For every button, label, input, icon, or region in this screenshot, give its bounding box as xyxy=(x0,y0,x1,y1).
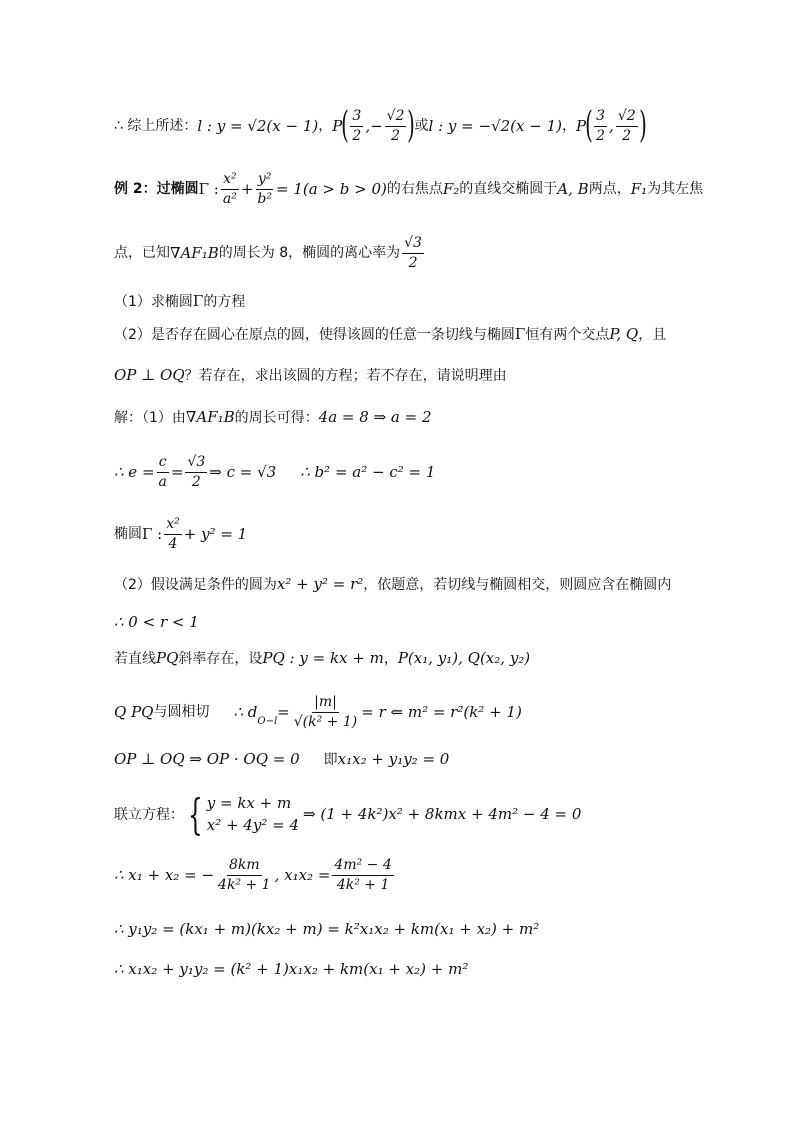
text-segment: 为其左焦 xyxy=(647,181,704,198)
text-segment: 若直线 xyxy=(114,650,156,667)
fraction xyxy=(402,236,424,270)
solution-2-intro xyxy=(114,577,671,592)
perpendicular-condition: OP ⊥ OQ xyxy=(114,366,185,384)
point-label: P xyxy=(332,116,343,135)
right-paren: ) xyxy=(638,105,647,146)
gamma-symbol: Γ xyxy=(192,292,204,310)
numerator: √2 xyxy=(616,109,638,127)
separator: ， xyxy=(318,118,333,134)
gamma-symbol: Γ : xyxy=(142,524,163,543)
text-segment: 与圆相切 xyxy=(153,704,210,721)
fraction xyxy=(157,455,169,489)
math-segment: = xyxy=(277,702,290,721)
math-segment: ∴ x₁x₂ + y₁y₂ = (k² + 1)x₁x₂ + km(x₁ + x₂) + m² xyxy=(114,960,469,978)
ellipse-condition: = 1(a > b > 0) xyxy=(275,179,387,198)
math-segment: ⇒ (1 + 4k²)x² + 8kmx + 4m² − 4 = 0 xyxy=(303,805,582,824)
numerator: x² xyxy=(221,172,239,190)
math-segment: PQ xyxy=(156,649,179,667)
denominator: b² xyxy=(257,190,272,207)
system-equation-2: x² + 4y² = 4 xyxy=(206,815,299,834)
gamma-symbol: Γ xyxy=(514,325,526,343)
numerator: √3 xyxy=(185,455,207,473)
or-text: 或 xyxy=(414,118,429,134)
text-segment: ，且 xyxy=(638,326,667,343)
math-segment: OP ⊥ OQ ⇒ OP · OQ = 0 xyxy=(114,750,300,768)
triangle-label: ∇AF₁B xyxy=(170,243,219,262)
example-label: 例 2：过椭圆 xyxy=(114,181,199,198)
denominator: 2 xyxy=(596,127,606,144)
math-segment: ∴ x₁ + x₂ = − xyxy=(114,865,215,884)
points-ab: A, B xyxy=(557,179,589,198)
separator: ， xyxy=(561,118,576,134)
line-assumption xyxy=(114,651,530,666)
question-2 xyxy=(114,327,666,342)
left-paren: ( xyxy=(341,105,350,146)
question-2-cont xyxy=(114,368,507,383)
denominator: √(k² + 1) xyxy=(293,713,358,730)
text-segment: 联立方程： xyxy=(114,806,184,823)
ellipse-equation-line xyxy=(114,517,247,551)
fraction xyxy=(616,109,638,143)
math-segment: ∴ e = xyxy=(114,462,155,481)
text-segment: 解：（1）由 xyxy=(114,409,186,426)
subscript: O−l xyxy=(257,716,278,728)
numerator: |m| xyxy=(312,695,339,713)
fraction xyxy=(185,455,207,489)
text-segment: 的直线交椭圆于 xyxy=(459,181,558,198)
left-paren: ( xyxy=(585,105,593,146)
denominator: 4k² + 1 xyxy=(336,876,390,893)
text-segment: 的右焦点 xyxy=(386,181,443,198)
tangent-condition xyxy=(114,695,522,729)
math-segment: x₁x₂ + y₁y₂ = 0 xyxy=(337,750,450,768)
numerator: y² xyxy=(256,172,274,190)
text-segment: 点，已知 xyxy=(114,245,170,262)
denominator: 2 xyxy=(408,254,418,271)
radius-range xyxy=(114,615,199,630)
numerator: √2 xyxy=(385,109,407,127)
denominator: 4k² + 1 xyxy=(218,876,271,893)
numerator: √3 xyxy=(402,236,424,254)
text-segment: 恒有两个交点 xyxy=(525,326,610,343)
denominator: a xyxy=(158,473,167,490)
math-segment: Q PQ xyxy=(114,702,154,721)
denominator: 2 xyxy=(352,127,362,144)
fraction xyxy=(292,695,359,729)
numerator: 8km xyxy=(227,858,262,876)
coord-separator: , xyxy=(609,116,614,135)
numerator: 3 xyxy=(594,109,607,127)
numerator: c xyxy=(157,455,169,473)
fraction xyxy=(350,109,363,143)
math-segment: ∴ d xyxy=(233,702,258,721)
point-label: P xyxy=(575,116,587,135)
math-segment: = xyxy=(170,462,184,481)
example-2-line xyxy=(114,172,703,206)
denominator: 4 xyxy=(168,535,178,552)
text-segment: ，依题意，若切线与椭圆相交，则圆应含在椭圆内 xyxy=(363,576,672,593)
text-segment: ， xyxy=(383,650,398,667)
eccentricity-line xyxy=(114,455,435,489)
fraction xyxy=(221,172,239,206)
right-paren: ) xyxy=(407,105,416,146)
denominator: 2 xyxy=(191,473,201,490)
fraction xyxy=(216,858,273,892)
numerator: 3 xyxy=(350,109,363,127)
math-segment: ∴ y₁y₂ = (kx₁ + m)(kx₂ + m) = k²x₁x₂ + km(x₁ + x₂) + m² xyxy=(114,920,540,938)
fraction xyxy=(332,858,393,892)
question-1 xyxy=(114,294,245,309)
denominator: 2 xyxy=(391,127,401,144)
fraction xyxy=(164,517,182,551)
text-segment: 即 xyxy=(323,751,338,768)
text-segment: （2）假设满足条件的圆为 xyxy=(114,576,277,593)
text-segment: 椭圆 xyxy=(114,526,142,543)
y-product-line xyxy=(114,922,539,937)
plus-sign: + xyxy=(240,179,254,198)
conclusion-line xyxy=(114,105,647,146)
system-line xyxy=(114,789,582,839)
equation-system xyxy=(207,793,299,837)
line-equation-1: l : y = √2(x − 1) xyxy=(197,116,319,135)
dot-product-line xyxy=(114,752,449,767)
math-segment: + y² = 1 xyxy=(183,524,248,543)
circle-equation: x² + y² = r² xyxy=(276,575,364,593)
triangle-label: ∇AF₁B xyxy=(185,408,235,426)
denominator: 2 xyxy=(622,127,632,144)
text-segment: （1）求椭圆 xyxy=(114,293,193,310)
math-segment: P(x₁, y₁), Q(x₂, y₂) xyxy=(397,649,531,667)
solution-1 xyxy=(114,410,432,425)
fraction xyxy=(385,109,407,143)
denominator: a² xyxy=(222,190,237,207)
focus-f1: F₁ xyxy=(630,179,648,198)
left-brace: { xyxy=(188,789,203,839)
gamma-symbol: Γ : xyxy=(198,179,219,198)
conclusion-prefix: ∴ 综上所述： xyxy=(114,118,198,134)
text-segment: ？若存在，求出该圆的方程；若不存在，请说明理由 xyxy=(184,367,507,384)
points-pq: P, Q xyxy=(609,325,639,343)
vieta-line xyxy=(114,858,396,892)
text-segment: 的方程 xyxy=(203,293,246,310)
math-segment: PQ : y = kx + m xyxy=(262,649,384,667)
text-segment: 两点， xyxy=(588,181,631,198)
numerator: x² xyxy=(164,517,182,535)
system-equation-1: y = kx + m xyxy=(206,794,292,812)
line-equation-2: l : y = −√2(x − 1) xyxy=(428,116,562,135)
math-segment: ∴ 0 < r < 1 xyxy=(114,613,199,631)
text-segment: 的周长为 8，椭圆的离心率为 xyxy=(218,245,401,262)
coord-separator: ,− xyxy=(365,116,383,135)
numerator: 4m² − 4 xyxy=(332,858,393,876)
math-segment: , x₁x₂ = xyxy=(274,865,331,884)
fraction xyxy=(255,172,274,206)
text-segment: 的周长可得： xyxy=(234,409,319,426)
focus-f2: F₂ xyxy=(442,179,460,198)
math-segment: ∴ b² = a² − c² = 1 xyxy=(300,462,436,481)
perimeter-equation: 4a = 8 ⇒ a = 2 xyxy=(318,408,432,426)
math-segment: = r ⇐ m² = r²(k² + 1) xyxy=(361,702,522,721)
fraction xyxy=(594,109,607,143)
sum-line xyxy=(114,962,468,977)
example-2-line-cont xyxy=(114,236,426,270)
text-segment: （2）是否存在圆心在原点的圆，使得该圆的任意一条切线与椭圆 xyxy=(114,326,515,343)
math-segment: ⇒ c = √3 xyxy=(209,462,277,481)
text-segment: 斜率存在，设 xyxy=(178,650,263,667)
